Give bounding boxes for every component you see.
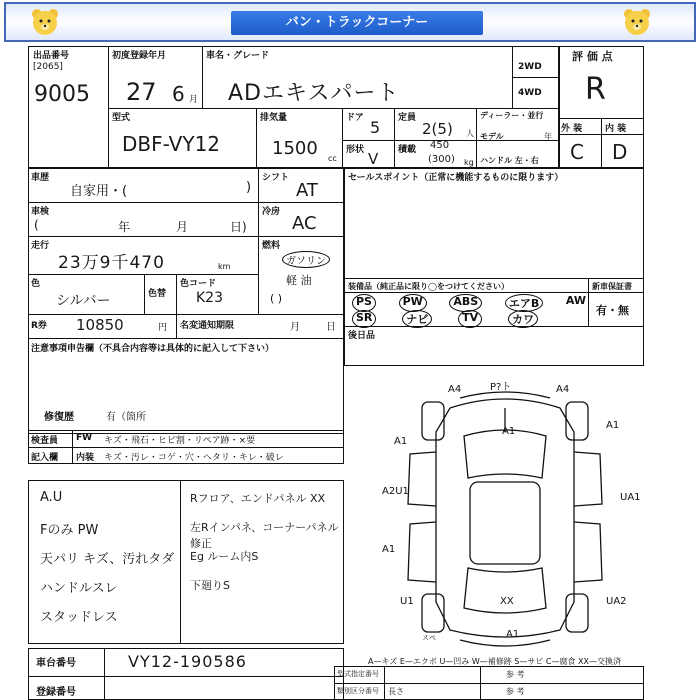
tire-label: 新車保証書 — [592, 282, 632, 291]
model-year-label: モデル — [480, 132, 504, 141]
diagram-mark: A1 — [506, 629, 520, 640]
int-label: 内 装 — [605, 124, 627, 134]
equip-item: エアB — [505, 294, 543, 312]
remarks-right — [190, 490, 342, 606]
equip-item: PW — [399, 294, 427, 312]
diagram-mark: A1 — [382, 544, 396, 555]
dealer-label: ディーラー・並行 — [480, 111, 544, 120]
model-value: DBF-VY12 — [122, 132, 221, 156]
notes-label: 注意事項申告欄（不具合内容等は具体的に記入して下さい） — [31, 344, 275, 354]
year-unit: 年 — [544, 132, 552, 141]
remark-line: ハンドルスレ — [40, 581, 118, 596]
ac-value: AC — [292, 213, 317, 234]
damage-diagram — [360, 372, 650, 664]
doors-label: ドア — [346, 113, 364, 123]
recycle-label: R券 — [31, 321, 47, 331]
sales-label: セールスポイント（正常に機能するものに限ります） — [348, 173, 564, 183]
equip-item: ナビ — [402, 310, 432, 328]
cert-label: 型式指定番号 — [337, 670, 379, 678]
ext-value: C — [570, 140, 584, 164]
use-value: 自家用・( — [70, 184, 128, 199]
recycle-unit: 円 — [158, 323, 168, 333]
tire-value: 有・無 — [596, 304, 629, 317]
inspect-label: 車検 — [31, 207, 50, 217]
diagram-mark: A4 — [556, 384, 570, 395]
load-label: 積載 — [398, 145, 417, 155]
colorcode-label: 色コード — [180, 279, 217, 289]
equip-label: 装備品（純正品に限り◯をつけてください） — [348, 282, 509, 291]
reg-label: 初度登録年月 — [112, 51, 167, 61]
chassis-label: 車台番号 — [36, 658, 76, 669]
lot-label: 出品番号 — [33, 51, 70, 61]
recolor-label: 色替 — [148, 289, 167, 299]
remark-line: A.U — [40, 490, 63, 505]
color-label: 色 — [31, 279, 41, 289]
tax-label: 名変通知期限 — [180, 321, 235, 331]
equip-item: PS — [352, 294, 376, 312]
remarks-left — [40, 490, 176, 635]
shape-label: 形状 — [346, 145, 365, 155]
fuel-gas: ガソリン — [282, 251, 330, 268]
fuel-label: 燃料 — [262, 241, 281, 251]
inspect-year: 年 — [118, 220, 131, 234]
banner — [4, 2, 696, 42]
cap-unit: 人 — [466, 129, 474, 138]
int-value: D — [612, 140, 628, 164]
check-row1-items: キズ・飛石・ヒビ割・リペア跡・×要 — [104, 436, 256, 446]
diagram-mark: A1 — [606, 420, 620, 431]
remark-line: Fのみ PW — [40, 523, 99, 538]
chassis-value: VY12-190586 — [128, 652, 247, 671]
equip-item: TV — [458, 310, 482, 328]
tax-month: 月 — [290, 322, 300, 333]
load-value-1: 450 — [430, 140, 450, 151]
fuel-paren: ( ) — [270, 292, 283, 305]
tax-day: 日 — [326, 322, 336, 333]
bear-mascot-icon — [30, 7, 60, 37]
ac-label: 冷房 — [262, 207, 281, 217]
remark-line: 左Rインパネ、コーナーパネル修正 — [190, 521, 339, 550]
length-label: 長さ — [388, 687, 404, 696]
diagram-mark: A1 — [502, 426, 516, 437]
repair-value: 有（箇所 — [106, 412, 146, 423]
lot-number: 9005 — [34, 82, 90, 107]
disp-label: 排気量 — [260, 113, 288, 123]
colorcode-value: K23 — [196, 290, 223, 306]
right-frame — [344, 168, 644, 366]
diagram-mark: A1 — [394, 436, 408, 447]
drive-4wd: 4WD — [518, 88, 542, 98]
diagram-legend: A—キズ E—エクボ U—凹み W—補修跡 S—サビ C—腐食 XX—交換済 — [368, 657, 622, 666]
load-unit: kg — [464, 158, 474, 167]
fuel-diesel: 軽 油 — [286, 274, 312, 287]
inspect-month: 月 — [176, 220, 189, 234]
diagram-mark: XX — [500, 596, 514, 607]
ref-label: 参 考 — [506, 670, 525, 679]
remark-line: 下廻りS — [190, 579, 230, 592]
diagram-mark: UA2 — [606, 596, 627, 607]
cap-value: 2(5) — [422, 120, 453, 138]
equip-item: カワ — [508, 310, 538, 328]
name-label: 車名・グレード — [206, 51, 270, 61]
ext-label: 外 装 — [561, 124, 583, 134]
recycle-value: 10850 — [76, 316, 124, 334]
reg-month: 6 — [172, 82, 185, 106]
equip-item: ABS — [449, 294, 482, 312]
diagram-mark: A2U1 — [382, 486, 409, 497]
diagram-mark: A4 — [448, 384, 462, 395]
use-label: 車歴 — [31, 173, 50, 183]
score-label: 評 価 点 — [572, 50, 613, 63]
lot-sub: [2065] — [33, 62, 63, 72]
shape-value: V — [368, 150, 379, 168]
reg-year: 27 — [126, 78, 157, 106]
remark-line: スタッドレス — [40, 610, 118, 625]
after-label: 後日品 — [348, 331, 376, 341]
mileage-label: 走行 — [31, 241, 50, 251]
diagram-mark: スペ — [422, 634, 436, 642]
writer-label: 記入欄 — [31, 453, 59, 463]
check-row2-head: 内装 — [76, 453, 95, 463]
use-close: ) — [246, 180, 252, 195]
reg-month-unit: 月 — [189, 95, 199, 105]
cap-label: 定員 — [398, 113, 417, 123]
equip-item: SR — [352, 310, 376, 328]
header-frame — [28, 46, 644, 168]
repair-label: 修復歴 — [44, 412, 74, 423]
doors-value: 5 — [370, 118, 381, 137]
bear-mascot-icon — [622, 7, 652, 37]
mileage-unit: km — [218, 262, 231, 271]
remark-line: Eg ルーム内S — [190, 550, 259, 563]
shift-value: AT — [296, 180, 318, 201]
name-value: ADエキスパート — [228, 81, 400, 106]
handle-label: ハンドル 左・右 — [480, 156, 539, 165]
diagram-mark: P?ト — [490, 382, 512, 393]
mileage-value: 23万9千470 — [58, 253, 165, 273]
score-value: R — [585, 72, 606, 107]
diagram-mark: UA1 — [620, 492, 641, 503]
remark-line: Rフロア、エンドパネル XX — [190, 492, 326, 505]
regno-label: 登録番号 — [36, 687, 76, 698]
diagram-mark: U1 — [400, 596, 414, 607]
equip-row-2 — [352, 310, 538, 328]
shift-label: シフト — [262, 173, 290, 183]
inspect-open: ( — [34, 218, 39, 232]
inspector-label: 検査員 — [31, 436, 59, 446]
disp-value: 1500 — [272, 138, 318, 159]
check-row2-items: キズ・汚レ・コゲ・穴・ヘタリ・キレ・破レ — [104, 453, 284, 463]
inspect-day: 日) — [230, 220, 247, 234]
equip-item: AW — [565, 294, 586, 307]
color-value: シルバー — [56, 293, 111, 309]
model-label: 型式 — [112, 113, 131, 123]
disp-unit: cc — [328, 154, 337, 163]
class-label: 類別区分番号 — [337, 687, 379, 695]
remark-line: 天パリ キズ、汚れタダ — [40, 552, 175, 567]
banner-title: バン・トラックコーナー — [231, 11, 483, 35]
ref2-label: 参 考 — [506, 687, 525, 696]
load-value-2: (300) — [428, 154, 455, 165]
check-row1-head: FW — [76, 433, 93, 443]
drive-2wd: 2WD — [518, 62, 542, 72]
